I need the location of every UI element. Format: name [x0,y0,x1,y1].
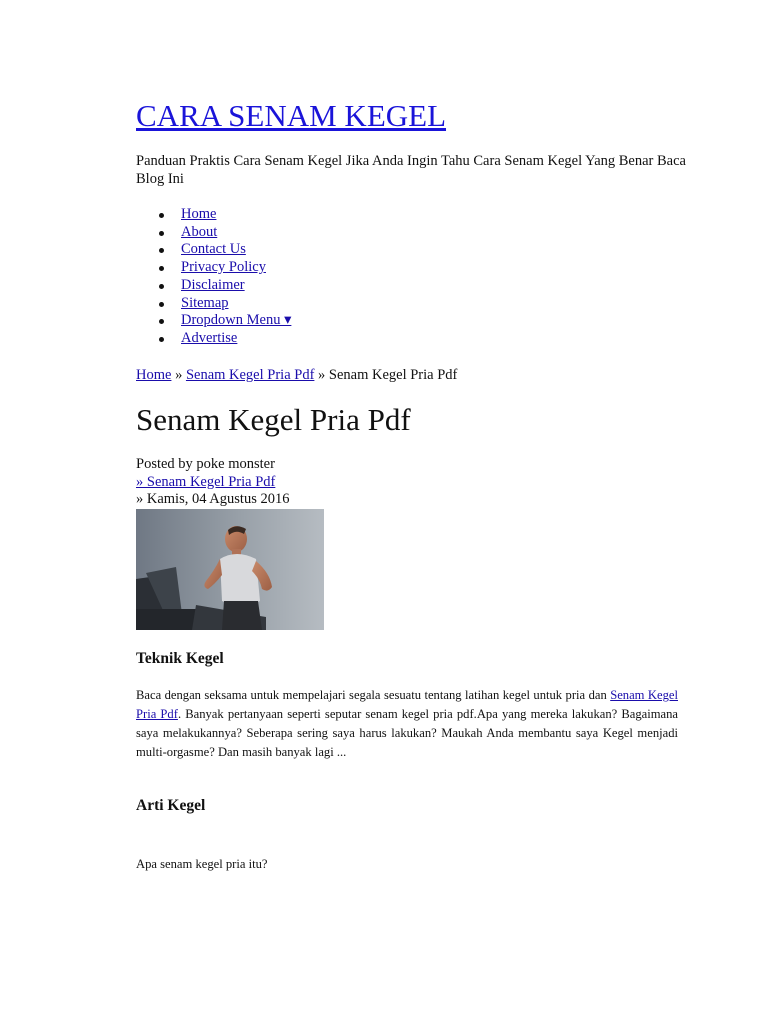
nav-link-home[interactable]: Home [181,206,217,222]
nav-item-privacy [136,259,291,277]
breadcrumb-separator: » [171,367,186,383]
section-heading-arti-kegel: Arti Kegel [136,797,206,814]
post-date: » Kamis, 04 Agustus 2016 [136,491,290,508]
nav-item-advertise [136,330,291,348]
question-text: Apa senam kegel pria itu? [136,857,268,871]
nav-item-home [136,206,291,224]
nav-item-contact [136,241,291,259]
nav-link-advertise[interactable]: Advertise [181,329,238,346]
post-title: Senam Kegel Pria Pdf [136,402,411,437]
nav-link-privacy[interactable]: Privacy Policy [181,259,266,276]
breadcrumb-current: Senam Kegel Pria Pdf [328,367,458,383]
post-hero-image [136,509,324,630]
site-title [136,96,446,136]
post-meta [136,456,289,509]
breadcrumb-separator: » [314,367,329,383]
site-title-link[interactable]: CARA SENAM KEGEL [136,98,447,133]
paragraph-text: Baca dengan seksama untuk mempelajari segala sesuatu tentang latihan kegel untuk pria dan [136,688,611,702]
inline-link-senam-kegel-pria-pdf[interactable]: Senam Kegel Pria Pdf [136,688,678,721]
nav-link-about[interactable]: About [181,223,218,240]
nav-item-sitemap [136,295,291,313]
nav-link-sitemap[interactable]: Sitemap [181,294,229,311]
post-label-link[interactable]: » Senam Kegel Pria Pdf [136,473,276,490]
nav-item-disclaimer [136,277,291,295]
section-heading-teknik-kegel: Teknik Kegel [136,650,224,667]
breadcrumb-home-link[interactable]: Home [136,367,172,383]
post-paragraph [136,686,678,762]
nav-link-disclaimer[interactable]: Disclaimer [181,276,245,293]
breadcrumb-category-link[interactable]: Senam Kegel Pria Pdf [185,367,315,383]
nav-link-contact[interactable]: Contact Us [181,241,246,258]
nav-link-dropdown-menu[interactable]: Dropdown Menu ▾ [181,312,292,329]
nav-item-about [136,224,291,242]
paragraph-text: . Banyak pertanyaan seperti seputar senam kegel pria pdf.Apa yang mereka lakukan? Bagaimana saya melakukannya? Seberapa sering saya harus lakukan? Maukah Anda membantu saya Kegel menjadi multi-orgasme? Dan masih banyak lagi ... [136,707,679,759]
site-tagline: Panduan Praktis Cara Senam Kegel Jika Anda Ingin Tahu Cara Senam Kegel Yang Benar Baca Blog Ini [136,153,686,187]
post-author: Posted by poke monster [136,456,275,472]
breadcrumb [136,366,457,384]
main-nav [136,206,291,348]
nav-item-dropdown [136,312,291,330]
